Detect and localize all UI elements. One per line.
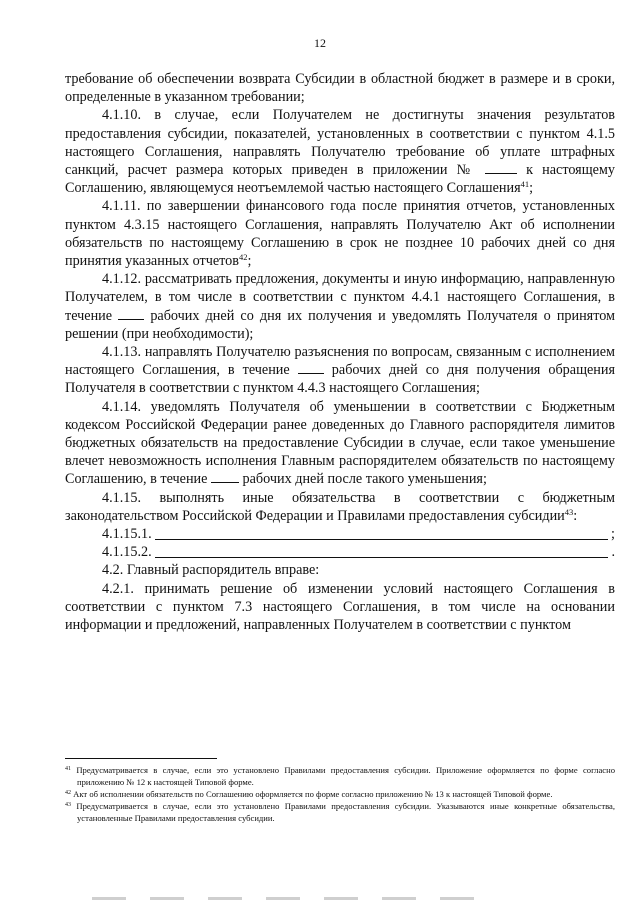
- footnote-43: [65, 800, 615, 824]
- blank-line: [155, 526, 608, 540]
- paragraph-4-1-15: 4.1.15. выполнять иные обязательства в соответствии с бюджетным законодательством Российской Федерации и Правилами предоставления субсидии$^{43}$:: [65, 489, 615, 524]
- paragraph-4-1-13: [65, 343, 615, 398]
- subitem-4-1-15-1: [65, 525, 615, 543]
- paragraph-4-1-11: 4.1.11. по завершении финансового года после принятия отчетов, установленных пунктом 4.3.15 настоящего Соглашения, направлять Получателю Акт об исполнении обязательств по настоящему Соглашению в срок не позднее 10 рабочих дней со дня принятия указанных отчетов$^{42}$;: [65, 198, 615, 270]
- subitem-label: 4.1.15.2.: [102, 544, 152, 561]
- blank-line: [155, 544, 609, 558]
- footnotes: [65, 764, 615, 824]
- blank-field: [298, 361, 324, 374]
- paragraph-text: рабочих дней после такого уменьшения;: [242, 471, 487, 488]
- subitem-label: 4.1.15.1.: [102, 526, 152, 543]
- subitem-4-1-15-2: [65, 543, 615, 561]
- footnote-ref: 43: [564, 506, 574, 517]
- footnote-42: [65, 788, 615, 800]
- paragraph-text: требование об обеспечении возврата Субсидии в областной бюджет в размере и в сроки, определенные в указанном требовании;: [65, 71, 615, 106]
- footnote-divider: [65, 758, 217, 759]
- paragraph-text: 4.1.12. рассматривать предложения, документы и иную информацию, направленную Получателем, в том числе в соответствии с пунктом 4.4.1 настоящего Соглашения, в течение: [65, 271, 615, 324]
- footnote-ref: 42: [238, 252, 248, 263]
- paragraph-text: 4.1.14. уведомлять Получателя об уменьшении в соответствии с Бюджетным кодексом Российской Федерации ранее доведенных до Главного распорядителя лимитов бюджетных обязательств на предоставление Субсидии в случае, если такое уменьшение влечет невозможность исполнения Главным распорядителем обязательств по настоящему Соглашению, в течение: [65, 398, 615, 488]
- footnote-number: 41: [65, 766, 71, 772]
- paragraph-4-1-14: [65, 398, 615, 489]
- footnote-text: Предусматривается в случае, если это установлено Правилами предоставления субсидии. Указываются иные конкретные обязательства, установленные Правилами предоставления субсидии.: [76, 801, 615, 823]
- footnote-ref: 41: [520, 179, 530, 190]
- paragraph-text: 4.1.10. в случае, если Получателем не достигнуты значения результатов предоставления субсидии, показателей, установленных в соответствии с пунктом 4.1.5 настоящего Соглашения, направлять Получателю требование об уплате штрафных санкций, расчет размера которых приведен в приложении №: [65, 107, 615, 179]
- paragraph-text: рабочих дней со дня получения обращения Получателя в соответствии с пунктом 4.4.3 настоящего Соглашения;: [65, 362, 616, 397]
- subitem-end: .: [611, 544, 615, 561]
- footnote-41: [65, 764, 615, 788]
- footnote-text: Акт об исполнении обязательств по Соглашению оформляется по форме согласно приложению № 13 к настоящей Типовой форме.: [73, 789, 553, 799]
- document-body: [65, 70, 615, 634]
- blank-field: [118, 307, 144, 320]
- scan-artifact: [92, 897, 492, 900]
- paragraph-4-2: [65, 561, 615, 579]
- footnote-text: Предусматривается в случае, если это установлено Правилами предоставления субсидии. Приложение оформляется по форме согласно приложению № 12 к настоящей Типовой форме.: [76, 765, 615, 787]
- blank-field: [485, 161, 517, 174]
- paragraph-4-2-1: [65, 580, 615, 635]
- footnote-number: 43: [65, 802, 71, 808]
- paragraph-text: рабочих дней со дня их получения и уведомлять Получателя о принятом решении (при необходимости);: [65, 307, 616, 342]
- subitem-end: ;: [611, 526, 615, 543]
- page-number: 12: [314, 36, 326, 50]
- paragraph-4-1-12: [65, 270, 615, 343]
- paragraph-4-1-10: 4.1.10. в случае, если Получателем не достигнуты значения результатов предоставления субсидии, показателей, установленных в соответствии с пунктом 4.1.5 настоящего Соглашения, направлять Получателю требование об уплате штрафных санкций, расчет размера которых приведен в приложении № к настоящему Соглашению, являющемуся неотъемлемой частью настоящего Соглашения$^{41}$;: [65, 107, 615, 197]
- blank-field: [211, 470, 239, 483]
- paragraph-text: 4.1.11. по завершении финансового года после принятия отчетов, установленных пунктом 4.3.15 настоящего Соглашения, направлять Получателю Акт об исполнении обязательств по настоящему Соглашению в срок не позднее 10 рабочих дней со дня принятия указанных отчетов: [65, 198, 615, 270]
- footnote-number: 42: [65, 790, 71, 796]
- paragraph-text: к настоящему Соглашению, являющемуся неотъемлемой частью настоящего Соглашения: [65, 162, 615, 197]
- paragraph-text: 4.1.13. направлять Получателю разъяснения по вопросам, связанным с исполнением настоящего Соглашения, в течение: [65, 344, 615, 379]
- paragraph-requirement-end: [65, 70, 615, 106]
- paragraph-text: 4.2.1. принимать решение об изменении условий настоящего Соглашения в соответствии с пунктом 7.3 настоящего Соглашения, в том числе на основании информации и предложений, направленных Получателем в соответствии с пунктом: [65, 580, 615, 634]
- paragraph-text: 4.1.15. выполнять иные обязательства в соответствии с бюджетным законодательством Российской Федерации и Правилами предоставления субсидии: [65, 489, 615, 524]
- paragraph-text: 4.2. Главный распорядитель вправе:: [102, 562, 320, 579]
